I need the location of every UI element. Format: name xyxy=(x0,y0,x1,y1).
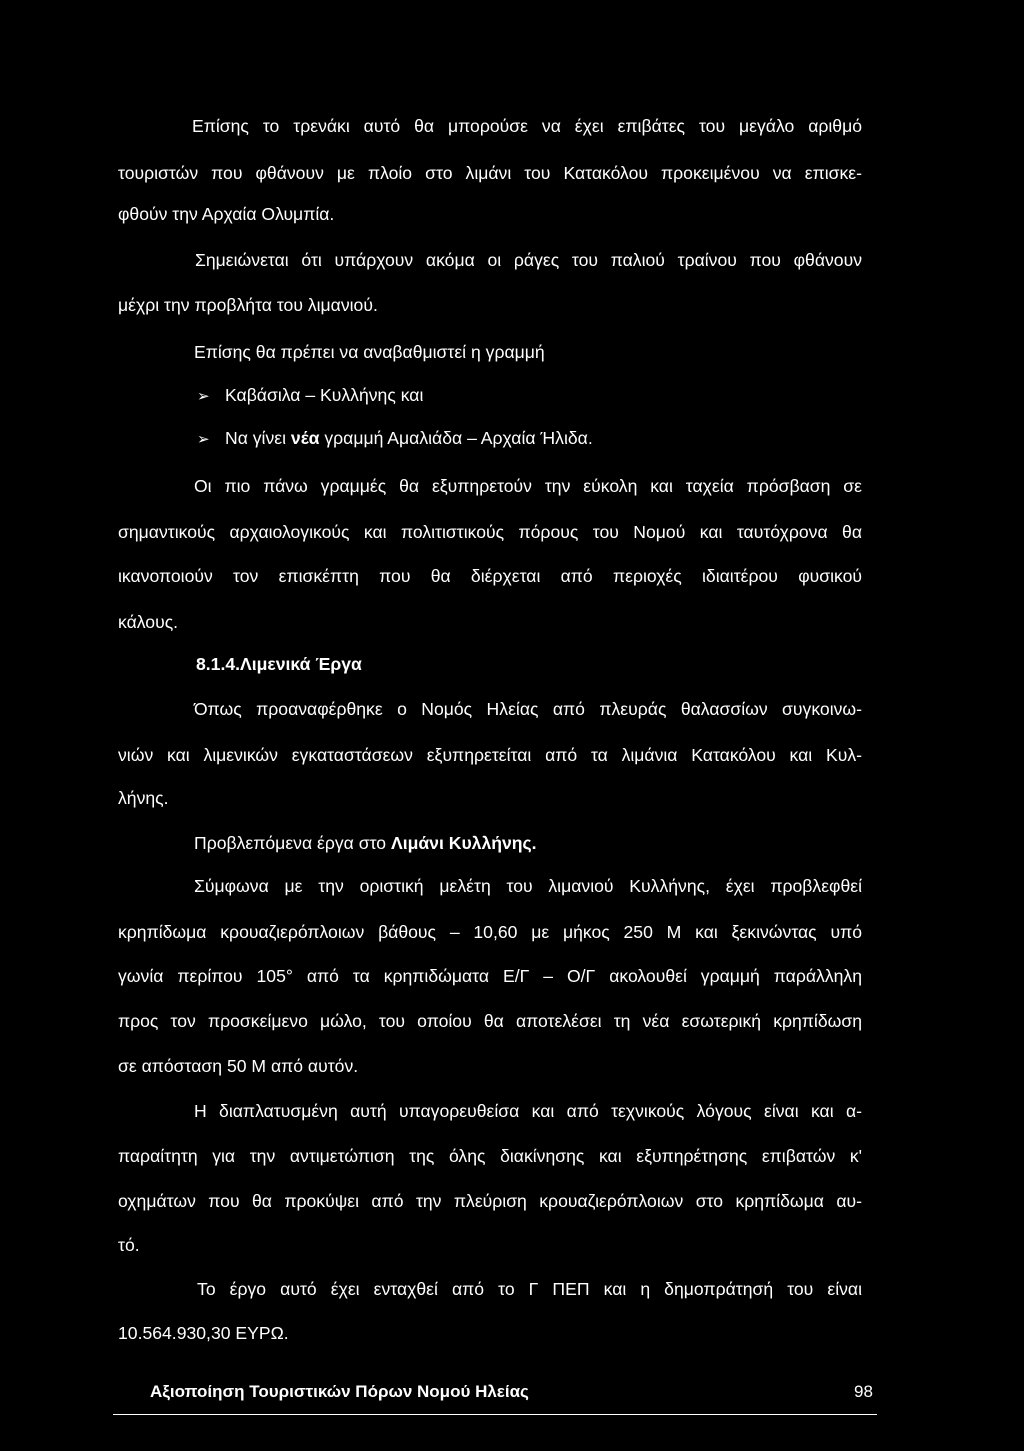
bullet-item xyxy=(225,430,593,448)
footer-title: Αξιοποίηση Τουριστικών Πόρων Νομού Ηλείας xyxy=(150,1382,529,1401)
paragraph-line: 10.564.930,30 ΕΥΡΩ. xyxy=(118,1323,289,1343)
paragraph-line: κάλους. xyxy=(118,612,179,632)
subheading-emphasis: Λιμάνι Κυλλήνης. xyxy=(390,833,537,853)
subheading-text: Προβλεπόμενα έργα στο xyxy=(194,833,391,853)
bullet-text: γραμμή Αμαλιάδα – Αρχαία Ήλιδα. xyxy=(319,428,593,448)
subheading xyxy=(194,835,537,853)
paragraph-line: Όπως προαναφέρθηκε ο Νομός Ηλείας από πλευράς θαλασσίων συγκοινω- xyxy=(194,699,862,719)
bullet-item: Καβάσιλα – Κυλλήνης και xyxy=(225,385,424,405)
footer-rule xyxy=(113,1414,877,1415)
section-heading: 8.1.4.Λιμενικά Έργα xyxy=(196,654,362,674)
paragraph-line: τουριστών που φθάνουν με πλοίο στο λιμάνι του Κατακόλου προκειμένου να επισκε- xyxy=(118,163,862,183)
paragraph-line: σε απόσταση 50 Μ από αυτόν. xyxy=(118,1056,359,1076)
paragraph-line: τό. xyxy=(118,1235,140,1255)
paragraph-line: γωνία περίπου 105° από τα κρηπιδώματα Ε/Γ – Ο/Γ ακολουθεί γραμμή παράλληλη xyxy=(118,966,862,986)
paragraph-line: ικανοποιούν τον επισκέπτη που θα διέρχεται από περιοχές ιδιαιτέρου φυσικού xyxy=(118,566,862,586)
bullet-emphasis: νέα xyxy=(290,428,320,448)
paragraph-line: σημαντικούς αρχαιολογικούς και πολιτιστικούς πόρους του Νομού και ταυτόχρονα θα xyxy=(118,522,862,542)
paragraph-line: οχημάτων που θα προκύψει από την πλεύριση κρουαζιερόπλοιων στο κρηπίδωμα αυ- xyxy=(118,1191,862,1211)
bullet-text: Να γίνει xyxy=(225,428,291,448)
paragraph-line: φθούν την Αρχαία Ολυμπία. xyxy=(118,204,335,224)
paragraph-line: Οι πιο πάνω γραμμές θα εξυπηρετούν την εύκολη και ταχεία πρόσβαση σε xyxy=(194,476,862,496)
paragraph-line: κρηπίδωμα κρουαζιερόπλοιων βάθους – 10,60 με μήκος 250 Μ και ξεκινώντας υπό xyxy=(118,922,862,942)
paragraph-line: Επίσης θα πρέπει να αναβαθμιστεί η γραμμή xyxy=(194,342,545,362)
arrow-bullet-icon: ➢ xyxy=(197,388,210,405)
paragraph-line: νιών και λιμενικών εγκαταστάσεων εξυπηρετείται από τα λιμάνια Κατακόλου και Κυλ- xyxy=(118,745,862,765)
paragraph-line: Σύμφωνα με την οριστική μελέτη του λιμανιού Κυλλήνης, έχει προβλεφθεί xyxy=(194,876,862,896)
paragraph-line: Σημειώνεται ότι υπάρχουν ακόμα οι ράγες του παλιού τραίνου που φθάνουν xyxy=(195,250,862,270)
paragraph-line: μέχρι την προβλήτα του λιμανιού. xyxy=(118,295,378,315)
paragraph-line: λήνης. xyxy=(118,788,169,808)
page-number: 98 xyxy=(854,1382,873,1401)
paragraph-line: Το έργο αυτό έχει ενταχθεί από το Γ ΠΕΠ και η δημοπράτησή του είναι xyxy=(197,1279,862,1299)
paragraph-line: παραίτητη για την αντιμετώπιση της όλης διακίνησης και εξυπηρέτησης επιβατών κ' xyxy=(118,1146,862,1166)
paragraph-line: Επίσης το τρενάκι αυτό θα μπορούσε να έχει επιβάτες του μεγάλο αριθμό xyxy=(192,116,862,136)
arrow-bullet-icon: ➢ xyxy=(197,431,210,448)
paragraph-line: Η διαπλατυσμένη αυτή υπαγορευθείσα και από τεχνικούς λόγους είναι και α- xyxy=(194,1101,862,1121)
paragraph-line: προς τον προσκείμενο μώλο, του οποίου θα αποτελέσει τη νέα εσωτερική κρηπίδωση xyxy=(118,1011,862,1031)
